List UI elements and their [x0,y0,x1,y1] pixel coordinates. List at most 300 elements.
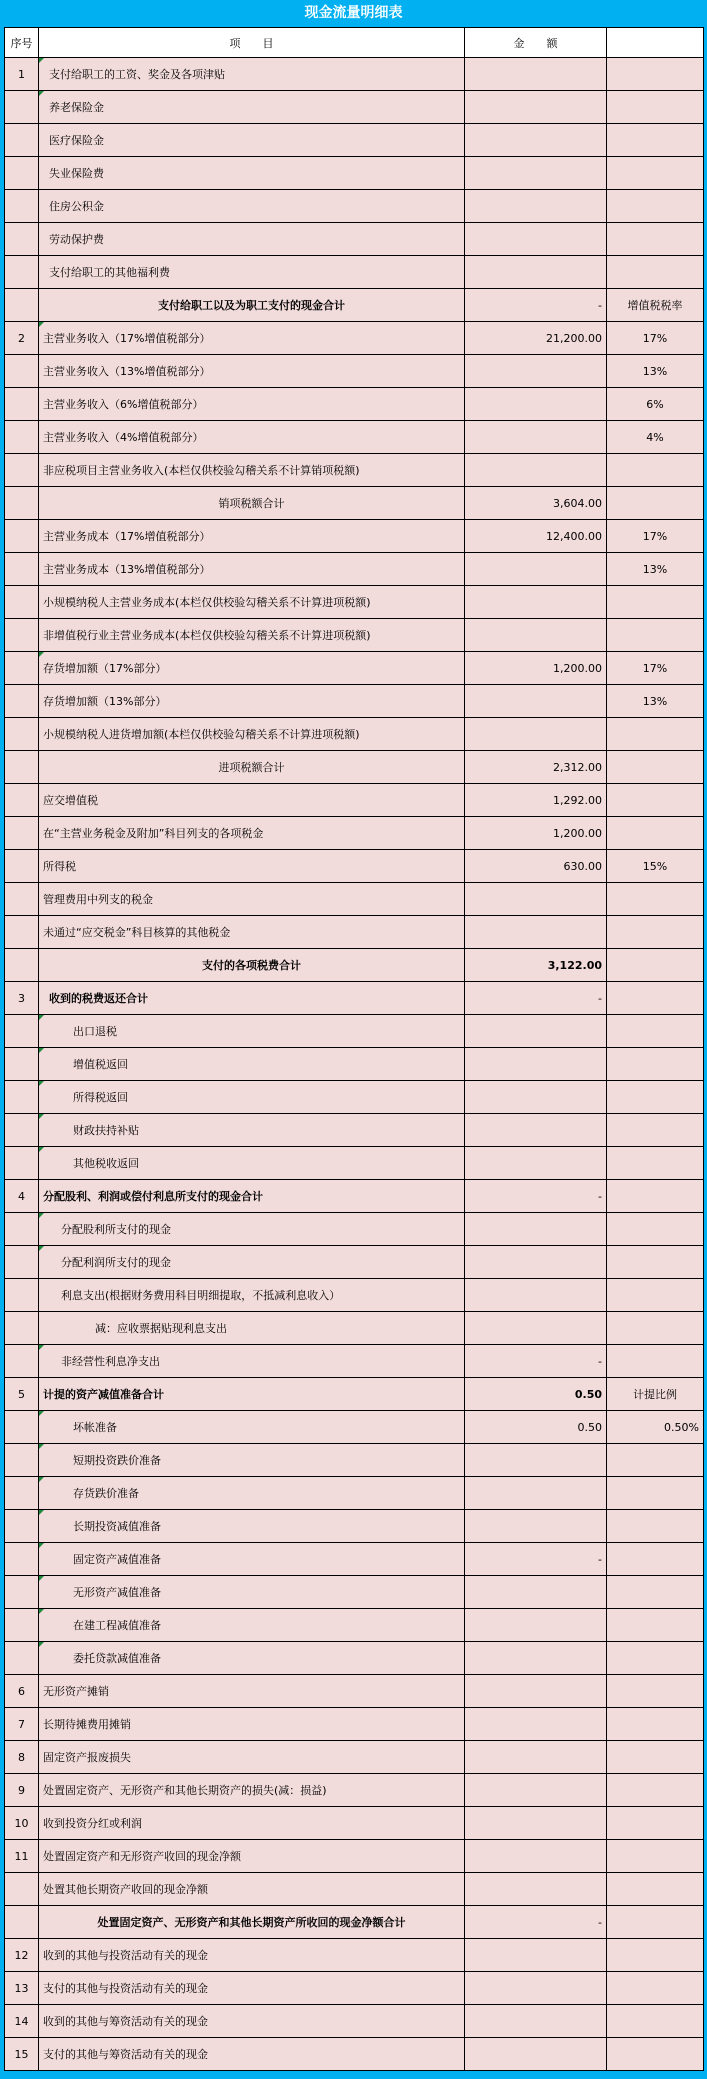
amount-cell[interactable] [465,2038,607,2071]
amount-cell[interactable] [465,1609,607,1642]
header-seq[interactable]: 序号 [5,28,39,58]
amount-cell[interactable] [465,1048,607,1081]
seq-cell[interactable] [5,124,39,157]
table-row [5,1180,704,1213]
amount-cell[interactable] [465,619,607,652]
table-row [5,1510,704,1543]
seq-cell[interactable] [5,1048,39,1081]
extra-cell[interactable]: 17% [607,520,704,553]
extra-cell[interactable] [607,1048,704,1081]
amount-cell[interactable] [465,223,607,256]
seq-cell[interactable]: 3 [5,982,39,1015]
extra-cell[interactable] [607,1312,704,1345]
table-row [5,850,704,883]
table-row [5,1708,704,1741]
item-cell[interactable]: 劳动保护费 [39,223,465,256]
amount-cell[interactable] [465,1246,607,1279]
extra-cell[interactable] [607,1576,704,1609]
seq-cell[interactable]: 10 [5,1807,39,1840]
seq-cell[interactable] [5,1444,39,1477]
amount-cell[interactable] [465,718,607,751]
seq-cell[interactable] [5,1312,39,1345]
table-row [5,2038,704,2071]
seq-cell[interactable]: 9 [5,1774,39,1807]
table-row [5,1114,704,1147]
amount-cell[interactable] [465,157,607,190]
amount-cell[interactable] [465,1642,607,1675]
amount-cell[interactable] [465,1147,607,1180]
item-cell[interactable]: 所得税 [39,850,465,883]
extra-cell[interactable]: 0.50% [607,1411,704,1444]
amount-cell[interactable] [465,1081,607,1114]
extra-cell[interactable] [607,487,704,520]
extra-cell[interactable] [607,1279,704,1312]
extra-cell[interactable] [607,949,704,982]
seq-cell[interactable] [5,553,39,586]
table-row [5,421,704,454]
item-cell[interactable]: 主营业务成本（13%增值税部分） [39,553,465,586]
header-item[interactable]: 项 目 [39,28,465,58]
amount-cell[interactable]: 1,200.00 [465,652,607,685]
item-cell[interactable]: 处置固定资产和无形资产收回的现金净额 [39,1840,465,1873]
seq-cell[interactable] [5,949,39,982]
table-row [5,58,704,91]
amount-cell[interactable] [465,553,607,586]
table-row [5,949,704,982]
amount-cell[interactable]: - [465,1345,607,1378]
seq-cell[interactable] [5,1609,39,1642]
extra-cell[interactable] [607,124,704,157]
table-row [5,1345,704,1378]
seq-cell[interactable] [5,1015,39,1048]
extra-cell[interactable] [607,1114,704,1147]
amount-cell[interactable] [465,421,607,454]
amount-cell[interactable]: - [465,1543,607,1576]
seq-cell[interactable]: 1 [5,58,39,91]
item-cell[interactable]: 收到的税费返还合计 [39,982,465,1015]
item-cell[interactable]: 固定资产减值准备 [39,1543,465,1576]
table-row [5,1873,704,1906]
item-cell[interactable]: 主营业务收入（4%增值税部分） [39,421,465,454]
amount-cell[interactable] [465,1477,607,1510]
seq-cell[interactable] [5,619,39,652]
seq-cell[interactable]: 5 [5,1378,39,1411]
extra-cell[interactable] [607,1147,704,1180]
table-row [5,817,704,850]
item-cell[interactable]: 长期投资减值准备 [39,1510,465,1543]
extra-cell[interactable] [607,1180,704,1213]
extra-cell[interactable] [607,718,704,751]
seq-cell[interactable] [5,1279,39,1312]
item-cell[interactable]: 收到投资分红或利润 [39,1807,465,1840]
item-cell[interactable]: 小规模纳税人进货增加额(本栏仅供校验勾稽关系不计算进项税额) [39,718,465,751]
table-row [5,1213,704,1246]
table-row [5,982,704,1015]
extra-cell[interactable] [607,1345,704,1378]
amount-cell[interactable]: - [465,289,607,322]
extra-cell[interactable] [607,1774,704,1807]
extra-cell[interactable] [607,586,704,619]
item-cell[interactable]: 财政扶持补贴 [39,1114,465,1147]
seq-cell[interactable] [5,487,39,520]
amount-cell[interactable] [465,1015,607,1048]
extra-cell[interactable] [607,2038,704,2071]
amount-cell[interactable] [465,1873,607,1906]
seq-cell[interactable] [5,157,39,190]
extra-cell[interactable] [607,1246,704,1279]
extra-cell[interactable] [607,1873,704,1906]
item-cell[interactable]: 主营业务收入（13%增值税部分） [39,355,465,388]
amount-cell[interactable] [465,883,607,916]
table-row [5,190,704,223]
amount-cell[interactable]: 3,604.00 [465,487,607,520]
amount-cell[interactable] [465,1972,607,2005]
amount-cell[interactable]: - [465,1180,607,1213]
item-cell[interactable]: 短期投资跌价准备 [39,1444,465,1477]
seq-cell[interactable] [5,1081,39,1114]
item-cell[interactable]: 增值税返回 [39,1048,465,1081]
amount-cell[interactable] [465,1774,607,1807]
item-cell[interactable]: 医疗保险金 [39,124,465,157]
extra-cell[interactable] [607,91,704,124]
amount-cell[interactable]: 2,312.00 [465,751,607,784]
amount-cell[interactable] [465,685,607,718]
item-cell[interactable]: 委托贷款减值准备 [39,1642,465,1675]
amount-cell[interactable] [465,1576,607,1609]
extra-cell[interactable] [607,619,704,652]
seq-cell[interactable] [5,850,39,883]
extra-cell[interactable] [607,1477,704,1510]
item-cell[interactable]: 无形资产减值准备 [39,1576,465,1609]
seq-cell[interactable]: 15 [5,2038,39,2071]
item-cell[interactable]: 计提的资产减值准备合计 [39,1378,465,1411]
item-cell[interactable]: 主营业务收入（6%增值税部分） [39,388,465,421]
seq-cell[interactable] [5,1543,39,1576]
seq-cell[interactable] [5,421,39,454]
table-row [5,619,704,652]
amount-cell[interactable] [465,355,607,388]
table-row [5,586,704,619]
extra-cell[interactable] [607,1741,704,1774]
item-cell[interactable]: 处置其他长期资产收回的现金净额 [39,1873,465,1906]
amount-cell[interactable] [465,1312,607,1345]
table-row [5,1312,704,1345]
seq-cell[interactable] [5,586,39,619]
amount-cell[interactable] [465,1279,607,1312]
seq-cell[interactable] [5,817,39,850]
extra-cell[interactable] [607,1708,704,1741]
extra-cell[interactable] [607,1675,704,1708]
extra-cell[interactable] [607,2005,704,2038]
seq-cell[interactable] [5,1873,39,1906]
extra-cell[interactable] [607,1510,704,1543]
extra-cell[interactable]: 13% [607,355,704,388]
item-cell[interactable]: 小规模纳税人主营业务成本(本栏仅供校验勾稽关系不计算进项税额) [39,586,465,619]
seq-cell[interactable] [5,1576,39,1609]
seq-cell[interactable] [5,355,39,388]
table-row [5,91,704,124]
table-row [5,751,704,784]
seq-cell[interactable] [5,652,39,685]
amount-cell[interactable]: 1,200.00 [465,817,607,850]
table-row [5,520,704,553]
table-row [5,487,704,520]
item-cell[interactable]: 主营业务成本（17%增值税部分） [39,520,465,553]
item-cell[interactable]: 其他税收返回 [39,1147,465,1180]
seq-cell[interactable] [5,1345,39,1378]
extra-cell[interactable] [607,883,704,916]
item-cell[interactable]: 存货增加额（13%部分） [39,685,465,718]
seq-cell[interactable] [5,685,39,718]
extra-cell[interactable]: 15% [607,850,704,883]
amount-cell[interactable] [465,124,607,157]
amount-cell[interactable]: 630.00 [465,850,607,883]
item-cell[interactable]: 支付给职工的工资、奖金及各项津贴 [39,58,465,91]
extra-cell[interactable] [607,784,704,817]
seq-cell[interactable] [5,1246,39,1279]
table-row [5,322,704,355]
table-row [5,1675,704,1708]
header-extra[interactable] [607,28,704,58]
item-cell[interactable]: 分配股利、利润或偿付利息所支付的现金合计 [39,1180,465,1213]
table-row [5,883,704,916]
table-row [5,1609,704,1642]
extra-cell[interactable]: 17% [607,652,704,685]
seq-cell[interactable] [5,784,39,817]
item-cell[interactable]: 所得税返回 [39,1081,465,1114]
amount-cell[interactable] [465,1444,607,1477]
amount-cell[interactable]: 0.50 [465,1378,607,1411]
table-row [5,1411,704,1444]
amount-cell[interactable] [465,586,607,619]
item-cell[interactable]: 存货跌价准备 [39,1477,465,1510]
table-row [5,1906,704,1939]
item-cell[interactable]: 非经营性利息净支出 [39,1345,465,1378]
extra-cell[interactable]: 增值税税率 [607,289,704,322]
seq-cell[interactable] [5,223,39,256]
cash-flow-table [4,27,704,2071]
item-cell[interactable]: 坏帐准备 [39,1411,465,1444]
extra-cell[interactable] [607,256,704,289]
amount-cell[interactable] [465,454,607,487]
item-cell[interactable]: 处置固定资产、无形资产和其他长期资产的损失(减：损益) [39,1774,465,1807]
amount-cell[interactable] [465,1114,607,1147]
extra-cell[interactable]: 4% [607,421,704,454]
table-row [5,388,704,421]
seq-cell[interactable] [5,718,39,751]
seq-cell[interactable]: 4 [5,1180,39,1213]
item-cell[interactable]: 支付的各项税费合计 [39,949,465,982]
item-cell[interactable]: 在“主营业务税金及附加”科目列支的各项税金 [39,817,465,850]
item-cell[interactable]: 非应税项目主营业务收入(本栏仅供校验勾稽关系不计算销项税额) [39,454,465,487]
table-row [5,652,704,685]
item-cell[interactable]: 住房公积金 [39,190,465,223]
item-cell[interactable]: 失业保险费 [39,157,465,190]
table-row [5,553,704,586]
item-cell[interactable]: 养老保险金 [39,91,465,124]
item-cell[interactable]: 支付的其他与投资活动有关的现金 [39,1972,465,2005]
item-cell[interactable]: 支付的其他与筹资活动有关的现金 [39,2038,465,2071]
header-row [5,28,704,58]
table-row [5,223,704,256]
header-amount[interactable]: 金 额 [465,28,607,58]
table-row [5,1279,704,1312]
seq-cell[interactable] [5,1642,39,1675]
table-row [5,1015,704,1048]
amount-cell[interactable] [465,1840,607,1873]
extra-cell[interactable]: 6% [607,388,704,421]
extra-cell[interactable] [607,1444,704,1477]
seq-cell[interactable] [5,883,39,916]
amount-cell[interactable] [465,1213,607,1246]
amount-cell[interactable] [465,256,607,289]
extra-cell[interactable] [607,157,704,190]
seq-cell[interactable] [5,916,39,949]
amount-cell[interactable] [465,58,607,91]
table-row [5,1048,704,1081]
extra-cell[interactable] [607,1807,704,1840]
item-cell[interactable]: 利息支出(根据财务费用科目明细提取，不抵减利息收入） [39,1279,465,1312]
seq-cell[interactable]: 11 [5,1840,39,1873]
extra-cell[interactable] [607,1939,704,1972]
seq-cell[interactable] [5,1411,39,1444]
seq-cell[interactable]: 7 [5,1708,39,1741]
table-row [5,454,704,487]
extra-cell[interactable] [607,751,704,784]
seq-cell[interactable] [5,1114,39,1147]
amount-cell[interactable]: 21,200.00 [465,322,607,355]
item-cell[interactable]: 分配利润所支付的现金 [39,1246,465,1279]
seq-cell[interactable] [5,1510,39,1543]
amount-cell[interactable]: - [465,982,607,1015]
seq-cell[interactable] [5,1213,39,1246]
extra-cell[interactable] [607,58,704,91]
seq-cell[interactable] [5,454,39,487]
extra-cell[interactable]: 17% [607,322,704,355]
item-cell[interactable]: 收到的其他与投资活动有关的现金 [39,1939,465,1972]
amount-cell[interactable]: 0.50 [465,1411,607,1444]
item-cell[interactable]: 长期待摊费用摊销 [39,1708,465,1741]
extra-cell[interactable] [607,1840,704,1873]
extra-cell[interactable] [607,1213,704,1246]
extra-cell[interactable]: 13% [607,685,704,718]
amount-cell[interactable] [465,1741,607,1774]
amount-cell[interactable]: 12,400.00 [465,520,607,553]
item-cell[interactable]: 收到的其他与筹资活动有关的现金 [39,2005,465,2038]
table-row [5,1939,704,1972]
extra-cell[interactable] [607,1972,704,2005]
extra-cell[interactable] [607,1543,704,1576]
seq-cell[interactable] [5,1147,39,1180]
table-row [5,1444,704,1477]
table-row [5,289,704,322]
extra-cell[interactable] [607,1906,704,1939]
table-row [5,256,704,289]
seq-cell[interactable] [5,256,39,289]
table-row [5,1147,704,1180]
seq-cell[interactable] [5,190,39,223]
seq-cell[interactable]: 6 [5,1675,39,1708]
seq-cell[interactable]: 12 [5,1939,39,1972]
seq-cell[interactable]: 2 [5,322,39,355]
item-cell[interactable]: 进项税额合计 [39,751,465,784]
item-cell[interactable]: 主营业务收入（17%增值税部分） [39,322,465,355]
seq-cell[interactable] [5,520,39,553]
item-cell[interactable]: 管理费用中列支的税金 [39,883,465,916]
amount-cell[interactable] [465,916,607,949]
extra-cell[interactable]: 13% [607,553,704,586]
amount-cell[interactable] [465,2005,607,2038]
amount-cell[interactable]: - [465,1906,607,1939]
seq-cell[interactable] [5,1906,39,1939]
seq-cell[interactable]: 8 [5,1741,39,1774]
table-row [5,1081,704,1114]
item-cell[interactable]: 固定资产报废损失 [39,1741,465,1774]
extra-cell[interactable] [607,1015,704,1048]
extra-cell[interactable]: 计提比例 [607,1378,704,1411]
extra-cell[interactable] [607,1609,704,1642]
seq-cell[interactable]: 14 [5,2005,39,2038]
amount-cell[interactable] [465,1807,607,1840]
seq-cell[interactable] [5,388,39,421]
item-cell[interactable]: 无形资产摊销 [39,1675,465,1708]
seq-cell[interactable] [5,751,39,784]
table-row [5,718,704,751]
item-cell[interactable]: 存货增加额（17%部分） [39,652,465,685]
amount-cell[interactable] [465,91,607,124]
item-cell[interactable]: 销项税额合计 [39,487,465,520]
seq-cell[interactable] [5,289,39,322]
amount-cell[interactable] [465,190,607,223]
amount-cell[interactable] [465,1939,607,1972]
item-cell[interactable]: 分配股利所支付的现金 [39,1213,465,1246]
item-cell[interactable]: 处置固定资产、无形资产和其他长期资产所收回的现金净额合计 [39,1906,465,1939]
item-cell[interactable]: 支付给职工的其他福利费 [39,256,465,289]
table-row [5,1543,704,1576]
table-row [5,685,704,718]
extra-cell[interactable] [607,982,704,1015]
seq-cell[interactable]: 13 [5,1972,39,2005]
extra-cell[interactable] [607,817,704,850]
extra-cell[interactable] [607,1642,704,1675]
item-cell[interactable]: 减：应收票据贴现利息支出 [39,1312,465,1345]
amount-cell[interactable]: 3,122.00 [465,949,607,982]
amount-cell[interactable] [465,388,607,421]
table-row [5,1840,704,1873]
extra-cell[interactable] [607,223,704,256]
item-cell[interactable]: 非增值税行业主营业务成本(本栏仅供校验勾稽关系不计算进项税额) [39,619,465,652]
table-row [5,157,704,190]
extra-cell[interactable] [607,916,704,949]
table-row [5,1378,704,1411]
seq-cell[interactable] [5,1477,39,1510]
item-cell[interactable]: 未通过“应交税金”科目核算的其他税金 [39,916,465,949]
extra-cell[interactable] [607,454,704,487]
item-cell[interactable]: 出口退税 [39,1015,465,1048]
table-row [5,1576,704,1609]
amount-cell[interactable] [465,1675,607,1708]
sheet-title: 现金流量明细表 [304,5,403,21]
extra-cell[interactable] [607,190,704,223]
item-cell[interactable]: 支付给职工以及为职工支付的现金合计 [39,289,465,322]
amount-cell[interactable] [465,1708,607,1741]
item-cell[interactable]: 在建工程减值准备 [39,1609,465,1642]
amount-cell[interactable] [465,1510,607,1543]
amount-cell[interactable]: 1,292.00 [465,784,607,817]
seq-cell[interactable] [5,91,39,124]
item-cell[interactable]: 应交增值税 [39,784,465,817]
extra-cell[interactable] [607,1081,704,1114]
